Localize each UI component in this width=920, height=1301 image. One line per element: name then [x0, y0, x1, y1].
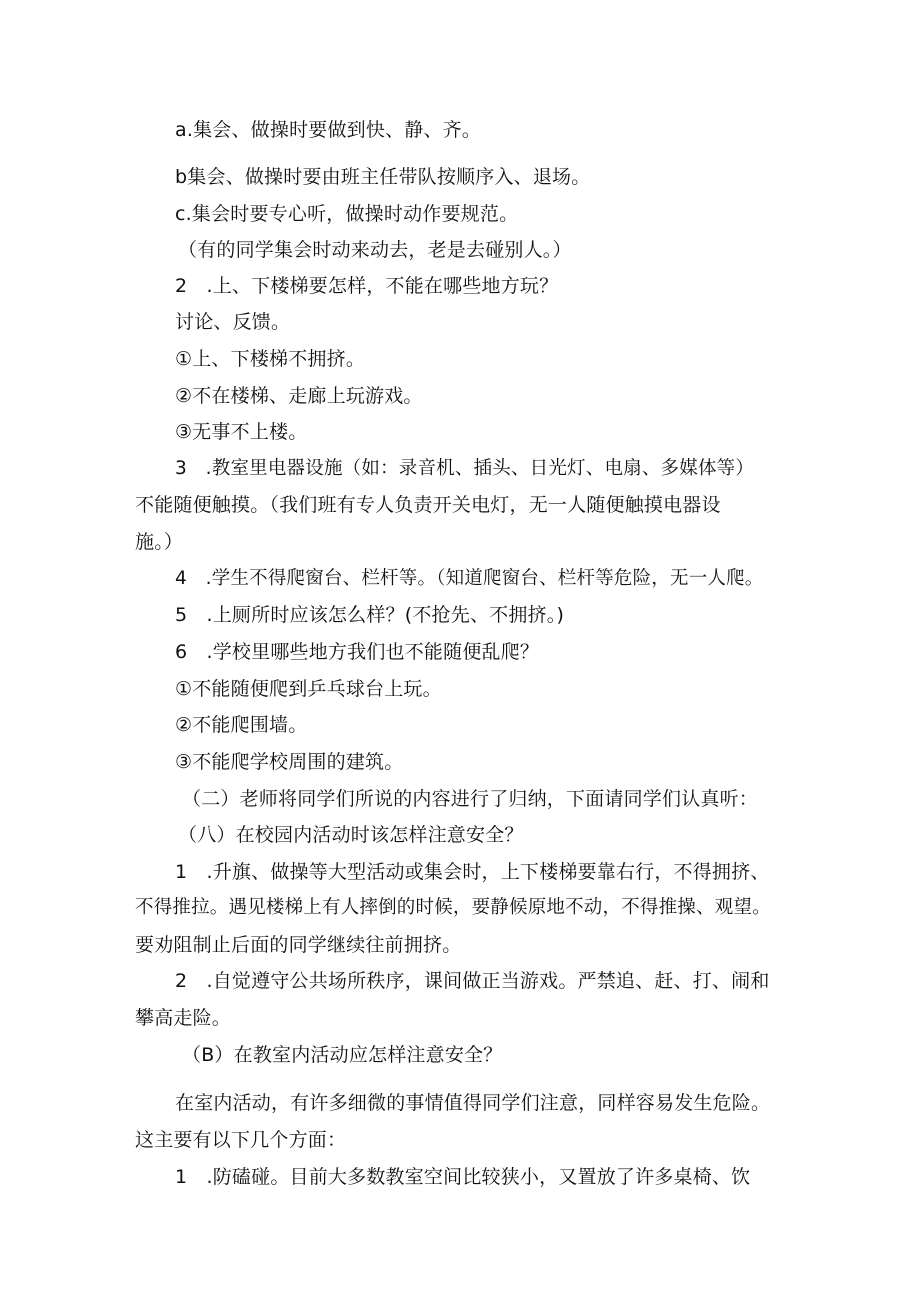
text-line: 6 .学校里哪些地方我们也不能随便乱爬？: [175, 641, 540, 663]
text-line: 2 .上、下楼梯要怎样，不能在哪些地方玩？: [175, 275, 559, 297]
text-line: 1 .升旗、做操等大型活动或集会时，上下楼梯要靠右行，不得拥挤、: [175, 861, 770, 883]
text-line: 在室内活动，有许多细微的事情值得同学们注意，同样容易发生危险。: [175, 1092, 771, 1114]
text-line: （二）老师将同学们所说的内容进行了归纳，下面请同学们认真听：: [182, 788, 759, 810]
text-line: 攀高走险。: [135, 1007, 232, 1029]
text-line: c.集会时要专心听，做操时动作要规范。: [175, 203, 519, 225]
text-line: 1 .防磕碰。目前大多数教室空间比较狭小，又置放了许多桌椅、饮: [175, 1166, 751, 1188]
text-line: 不能随便触摸。（我们班有专人负责开关电灯，无一人随便触摸电器设: [135, 494, 721, 516]
text-line: 不得推拉。遇见楼梯上有人摔倒的时候，要静候原地不动，不得推操、观望。: [135, 897, 771, 918]
text-line: 5 .上厕所时应该怎么样？(不抢先、不拥挤。): [175, 604, 565, 626]
text-line: ③无事不上楼。: [175, 421, 308, 443]
text-line: 要劝阻制止后面的同学继续往前拥挤。: [135, 934, 462, 956]
text-line: 这主要有以下几个方面：: [135, 1129, 347, 1151]
text-line: ②不能爬围墙。: [175, 714, 308, 736]
text-line: ①上、下楼梯不拥挤。: [175, 348, 366, 370]
text-line: 3 .教室里电器设施（如：录音机、插头、日光灯、电扇、多媒体等）: [175, 458, 755, 479]
text-line: （有的同学集会时动来动去，老是去碰别人。）: [178, 239, 572, 261]
text-line: ②不在楼梯、走廊上玩游戏。: [175, 385, 423, 407]
text-line: （八）在校园内活动时该怎样注意安全？: [178, 824, 524, 846]
text-line: ①不能随便爬到乒乓球台上玩。: [175, 678, 442, 700]
text-line: ③不能爬学校周围的建筑。: [175, 751, 404, 773]
text-line: 施。）: [135, 531, 184, 553]
text-line: 4 .学生不得爬窗台、栏杆等。（知道爬窗台、栏杆等危险，无一人爬。: [175, 568, 764, 589]
text-line: 讨论、反馈。: [175, 311, 291, 333]
text-line: b集会、做操时要由班主任带队按顺序入、退场。: [175, 166, 591, 188]
text-line: （B）在教室内活动应怎样注意安全？: [182, 1044, 503, 1066]
text-line: 2 .自觉遵守公共场所秩序，课间做正当游戏。严禁追、赶、打、闹和: [175, 970, 770, 992]
text-line: a.集会、做操时要做到快、静、齐。: [175, 119, 482, 141]
